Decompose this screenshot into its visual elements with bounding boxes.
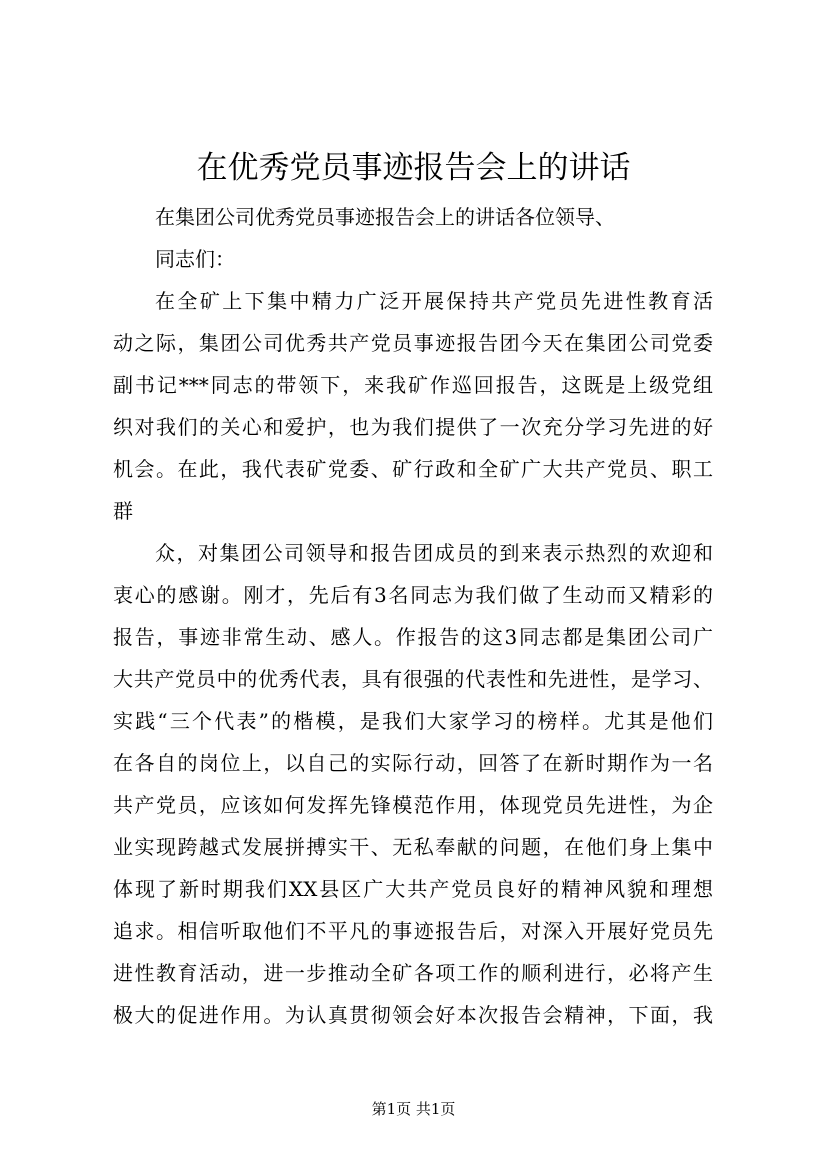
paragraph-line: 大共产党员中的优秀代表，具有很强的代表性和先进性，是学习、 bbox=[113, 667, 713, 691]
paragraph-line: 衷心的感谢。刚才，先后有3名同志为我们做了生动而又精彩的 bbox=[113, 583, 713, 607]
paragraph-line: 动之际，集团公司优秀共产党员事迹报告团今天在集团公司党委 bbox=[113, 331, 713, 355]
paragraph-line: 共产党员，应该如何发挥先锋模范作用，体现党员先进性，为企 bbox=[113, 793, 713, 817]
paragraph-line: 在集团公司优秀党员事迹报告会上的讲话各位领导、 bbox=[155, 205, 615, 229]
paragraph-line: 在各自的岗位上，以自己的实际行动，回答了在新时期作为一名 bbox=[113, 751, 713, 775]
paragraph-line: 追求。相信听取他们不平凡的事迹报告后，对深入开展好党员先 bbox=[113, 919, 713, 943]
paragraph-line: 极大的促进作用。为认真贯彻领会好本次报告会精神，下面，我 bbox=[113, 1003, 713, 1027]
page-footer: 第1页 共1页 bbox=[371, 1100, 456, 1118]
paragraph-line: 织对我们的关心和爱护，也为我们提供了一次充分学习先进的好 bbox=[113, 415, 713, 439]
paragraph-line: 众，对集团公司领导和报告团成员的到来表示热烈的欢迎和 bbox=[155, 541, 713, 565]
paragraph-line: 机会。在此，我代表矿党委、矿行政和全矿广大共产党员、职工 bbox=[113, 457, 713, 481]
paragraph-line: 同志们： bbox=[155, 247, 235, 271]
paragraph-line: 体现了新时期我们XX县区广大共产党员良好的精神风貌和理想 bbox=[113, 877, 713, 901]
paragraph-line: 报告，事迹非常生动、感人。作报告的这3同志都是集团公司广 bbox=[113, 625, 713, 649]
document-title: 在优秀党员事迹报告会上的讲话 bbox=[196, 150, 631, 186]
paragraph-line: 群 bbox=[113, 499, 133, 523]
paragraph-line: 在全矿上下集中精力广泛开展保持共产党员先进性教育活 bbox=[155, 289, 713, 313]
paragraph-line: 实践“三个代表”的楷模，是我们大家学习的榜样。尤其是他们 bbox=[113, 709, 713, 733]
paragraph-line: 进性教育活动，进一步推动全矿各项工作的顺利进行，必将产生 bbox=[113, 961, 713, 985]
paragraph-line: 业实现跨越式发展拼搏实干、无私奉献的问题，在他们身上集中 bbox=[113, 835, 713, 859]
paragraph-line: 副书记***同志的带领下，来我矿作巡回报告，这既是上级党组 bbox=[113, 373, 713, 397]
